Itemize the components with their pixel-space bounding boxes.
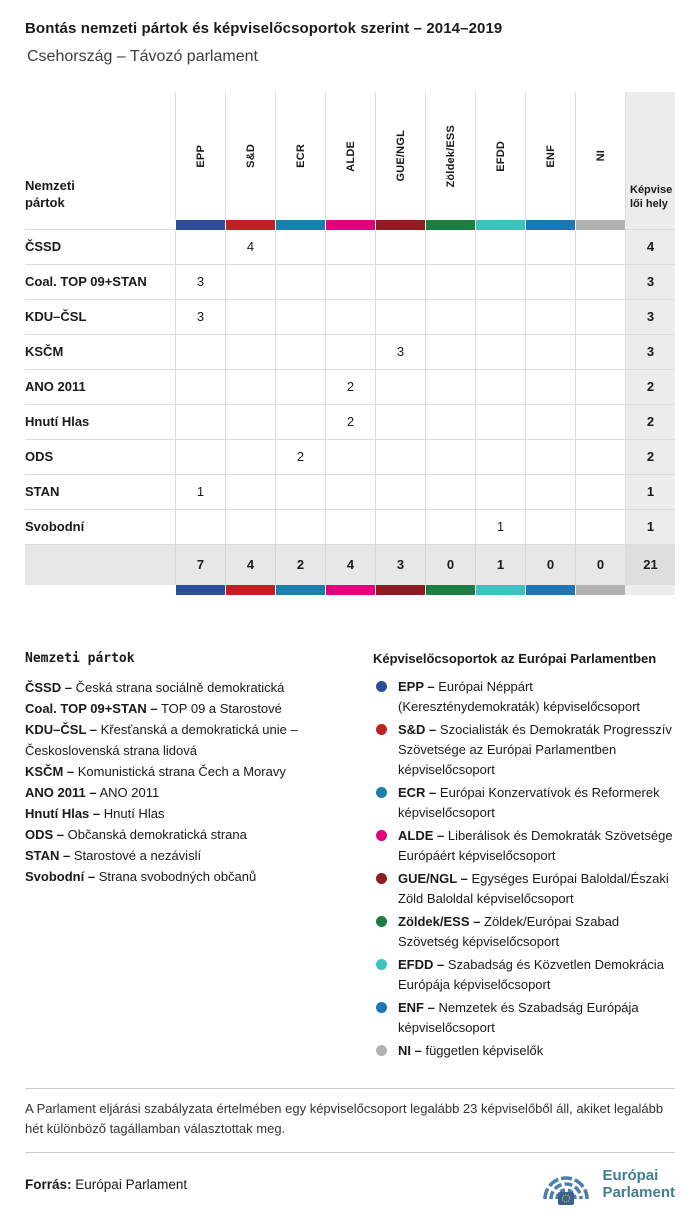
legend-group-text (398, 955, 675, 995)
legend-group-desc: Európai Néppárt (Kereszténydemokraták) képviselőcsoport (398, 679, 641, 714)
legend-group-desc: Egységes Európai Baloldal/Északi Zöld Baloldal képviselőcsoport (398, 871, 669, 906)
party-name: Coal. TOP 09+STAN (25, 265, 175, 300)
legend-group-text (398, 869, 675, 909)
group-column-header (275, 92, 325, 220)
seat-value-cell (425, 335, 475, 370)
row-total-cell: 1 (625, 510, 675, 545)
group-column-header (475, 92, 525, 220)
seat-value-cell (325, 265, 375, 300)
seat-value-cell (475, 405, 525, 440)
party-name: Hnutí Hlas (25, 405, 175, 440)
legend-party-item (25, 761, 363, 782)
table-row (25, 405, 675, 440)
seat-value-cell (375, 300, 425, 335)
seats-column-header (625, 92, 675, 220)
legend-group-abbr: NI – (398, 1043, 422, 1058)
legend-party-item (25, 719, 363, 761)
row-total-cell: 4 (625, 230, 675, 265)
seat-value-cell (325, 300, 375, 335)
column-total-cell: 1 (475, 545, 525, 585)
legend-group-text (398, 1041, 675, 1061)
eu-flag-icon (558, 1192, 574, 1205)
legend-party-item (25, 845, 363, 866)
legend-group-text (398, 783, 675, 823)
seat-value-cell (575, 510, 625, 545)
legend-party-item (25, 866, 363, 887)
seat-value-cell (275, 370, 325, 405)
row-total-cell: 1 (625, 475, 675, 510)
legend-group-abbr: S&D – (398, 722, 437, 737)
seat-value-cell (375, 510, 425, 545)
table-header-row (25, 92, 675, 220)
group-color-bar (275, 220, 325, 230)
seat-value-cell (375, 405, 425, 440)
legend-group-abbr: ENF – (398, 1000, 435, 1015)
seats-table (25, 92, 675, 595)
seat-value-cell (225, 370, 275, 405)
page-subtitle: Csehország – Távozó parlament (27, 48, 258, 65)
seat-value-cell (525, 230, 575, 265)
seat-value-cell (325, 335, 375, 370)
legend-group-text (398, 677, 675, 717)
legend-party-desc: Občanská demokratická strana (67, 827, 247, 842)
group-color-bar (325, 585, 375, 595)
seat-value-cell (225, 510, 275, 545)
group-column-header-label: ENF (544, 144, 557, 168)
legend-party-desc: Česká strana sociálně demokratická (75, 680, 285, 695)
bar-row-spacer (25, 220, 175, 230)
row-header-cell (25, 92, 175, 220)
group-color-dot (376, 873, 387, 884)
legend-group-item (373, 677, 675, 717)
footnote: A Parlament eljárási szabályzata értelmében egy képviselőcsoport legalább 23 képviselőből áll, akiket legalább hét különböző tagállamban választottak meg. (25, 1088, 675, 1153)
seat-value-cell (275, 510, 325, 545)
row-total-cell: 2 (625, 370, 675, 405)
seat-value-cell (275, 405, 325, 440)
table-body (25, 230, 675, 545)
seat-value-cell (325, 475, 375, 510)
bar-row-spacer (25, 585, 175, 595)
seat-value-cell (475, 335, 525, 370)
seat-value-cell (175, 370, 225, 405)
color-bar-row-bottom (25, 585, 675, 595)
legend-party-desc: Hnutí Hlas (103, 806, 165, 821)
party-name: ANO 2011 (25, 370, 175, 405)
ep-logo-text (602, 1167, 675, 1201)
legend-group-item (373, 1041, 675, 1061)
page-title: Bontás nemzeti pártok és képviselőcsoportok szerint – 2014–2019 (25, 20, 503, 37)
legend-group-item (373, 783, 675, 823)
group-color-bar (425, 220, 475, 230)
legend-groups-title: Képviselőcsoportok az Európai Parlamentben (373, 651, 657, 666)
seat-value-cell (475, 265, 525, 300)
seat-value-cell (175, 510, 225, 545)
seat-value-cell (225, 335, 275, 370)
row-total-cell: 3 (625, 335, 675, 370)
group-color-dot (376, 959, 387, 970)
seats-column-header-label: Képviselői hely (630, 184, 673, 210)
seat-value-cell (425, 405, 475, 440)
legend-group-text (398, 826, 675, 866)
seat-value-cell: 4 (225, 230, 275, 265)
group-column-header (325, 92, 375, 220)
group-color-dot (376, 1045, 387, 1056)
seat-value-cell (575, 440, 625, 475)
seat-value-cell (225, 265, 275, 300)
group-column-header (375, 92, 425, 220)
legend-party-abbr: KDU–ČSL – (25, 722, 98, 737)
column-total-cell: 0 (425, 545, 475, 585)
column-total-cell: 2 (275, 545, 325, 585)
legend-group-item (373, 955, 675, 995)
seat-value-cell (325, 440, 375, 475)
group-column-header (525, 92, 575, 220)
legend-group-abbr: GUE/NGL – (398, 871, 468, 886)
row-total-cell: 2 (625, 440, 675, 475)
legend-group-item (373, 912, 675, 952)
legend-parties-title: Nemzeti pártok (25, 651, 135, 666)
column-total-cell: 0 (575, 545, 625, 585)
seat-value-cell (525, 300, 575, 335)
group-color-bar (525, 585, 575, 595)
seat-value-cell (275, 230, 325, 265)
totals-row (25, 545, 675, 585)
seat-value-cell (325, 230, 375, 265)
legend-party-desc: Komunistická strana Čech a Moravy (77, 764, 286, 779)
legend-group-item (373, 720, 675, 780)
source-label: Forrás: (25, 1176, 72, 1192)
group-color-bar (525, 220, 575, 230)
seat-value-cell (375, 230, 425, 265)
seat-value-cell (575, 475, 625, 510)
seat-value-cell: 3 (175, 300, 225, 335)
source (25, 1177, 187, 1192)
group-color-bar (325, 220, 375, 230)
group-color-bar (175, 585, 225, 595)
seat-value-cell (575, 335, 625, 370)
row-total-cell: 3 (625, 265, 675, 300)
seat-value-cell (375, 265, 425, 300)
row-header-label: Nemzeti pártok (25, 178, 75, 210)
group-color-dot (376, 916, 387, 927)
legend-group-item (373, 869, 675, 909)
seat-value-cell (525, 265, 575, 300)
legend-group-desc: független képviselők (425, 1043, 544, 1058)
party-name: KDU–ČSL (25, 300, 175, 335)
group-column-header-label: ALDE (344, 140, 357, 172)
ep-hemicycle-icon (537, 1161, 595, 1207)
legend-party-desc: Starostové a nezávislí (73, 848, 202, 863)
source-value: Európai Parlament (75, 1176, 188, 1192)
group-color-dot (376, 681, 387, 692)
totals-spacer (25, 545, 175, 585)
legend-group-abbr: EPP – (398, 679, 435, 694)
group-color-dot (376, 830, 387, 841)
seat-value-cell: 2 (275, 440, 325, 475)
seat-value-cell (575, 265, 625, 300)
seat-value-cell: 2 (325, 370, 375, 405)
seat-value-cell (275, 475, 325, 510)
legend-group-desc: Európai Konzervatívok és Reformerek képviselőcsoport (398, 785, 660, 820)
legend-party-item (25, 782, 363, 803)
legend-group-desc: Nemzetek és Szabadság Európája képviselőcsoport (398, 1000, 639, 1035)
seat-value-cell (375, 440, 425, 475)
column-total-cell: 4 (225, 545, 275, 585)
seat-value-cell (275, 300, 325, 335)
table-row (25, 230, 675, 265)
legend-group-desc: Liberálisok és Demokraták Szövetsége Európáért képviselőcsoport (398, 828, 673, 863)
grand-total-cell: 21 (625, 545, 675, 585)
group-color-bar (575, 585, 625, 595)
seat-value-cell: 2 (325, 405, 375, 440)
group-color-dot (376, 1002, 387, 1013)
legend-groups (373, 651, 675, 1064)
legend-party-desc: ANO 2011 (99, 785, 160, 800)
table-row (25, 300, 675, 335)
column-total-cell: 0 (525, 545, 575, 585)
table-row (25, 335, 675, 370)
column-total-cell: 7 (175, 545, 225, 585)
seat-value-cell (525, 405, 575, 440)
seat-value-cell (575, 230, 625, 265)
legend-party-desc: TOP 09 a Starostové (160, 701, 282, 716)
row-total-cell: 3 (625, 300, 675, 335)
column-total-cell: 4 (325, 545, 375, 585)
seat-value-cell (575, 300, 625, 335)
seat-value-cell (525, 370, 575, 405)
legend-party-abbr: Hnutí Hlas – (25, 806, 101, 821)
column-total-cell: 3 (375, 545, 425, 585)
group-color-bar (375, 220, 425, 230)
legend-party-desc: Křesťanská a demokratická unie – Československá strana lidová (25, 722, 298, 758)
group-color-bar (425, 585, 475, 595)
legend-group-text (398, 720, 675, 780)
group-color-dot (376, 724, 387, 735)
ep-logo (537, 1161, 675, 1207)
seat-value-cell (475, 370, 525, 405)
seat-value-cell (475, 300, 525, 335)
seat-value-cell (425, 370, 475, 405)
legend-party-abbr: ČSSD – (25, 680, 72, 695)
ep-logo-text-line2: Parlament (602, 1184, 675, 1201)
legend-party-abbr: Svobodní – (25, 869, 96, 884)
seat-value-cell (575, 370, 625, 405)
seat-value-cell (325, 510, 375, 545)
seat-value-cell (375, 370, 425, 405)
group-color-bar (225, 220, 275, 230)
party-name: Svobodní (25, 510, 175, 545)
legend-party-abbr: STAN – (25, 848, 71, 863)
group-column-header-label: EFDD (494, 140, 507, 172)
seat-value-cell: 3 (375, 335, 425, 370)
legend-party-item (25, 698, 363, 719)
seat-value-cell (425, 440, 475, 475)
group-color-dot (376, 787, 387, 798)
table-row (25, 510, 675, 545)
seat-value-cell: 1 (475, 510, 525, 545)
seat-value-cell (175, 335, 225, 370)
group-column-header (425, 92, 475, 220)
seat-value-cell (525, 440, 575, 475)
legend-group-abbr: Zöldek/ESS – (398, 914, 481, 929)
seat-value-cell (225, 440, 275, 475)
seat-value-cell (475, 475, 525, 510)
seat-value-cell (375, 475, 425, 510)
group-color-bar (475, 220, 525, 230)
legend-party-abbr: ODS – (25, 827, 65, 842)
seats-bar-spacer (625, 220, 675, 230)
legend-groups-list (373, 677, 675, 1061)
group-column-header-label: GUE/NGL (394, 130, 407, 182)
seat-value-cell (525, 335, 575, 370)
party-name: ODS (25, 440, 175, 475)
legend-group-desc: Zöldek/Európai Szabad Szövetség képviselőcsoport (398, 914, 620, 949)
ep-logo-text-line1: Európai (602, 1167, 659, 1184)
row-total-cell: 2 (625, 405, 675, 440)
table-row (25, 440, 675, 475)
seat-value-cell: 3 (175, 265, 225, 300)
seats-bar-spacer (625, 585, 675, 595)
legend-group-abbr: EFDD – (398, 957, 445, 972)
legend-party-desc: Strana svobodných občanů (98, 869, 257, 884)
legend-party-item (25, 677, 363, 698)
legend-group-item (373, 998, 675, 1038)
seat-value-cell (275, 335, 325, 370)
legend-group-text (398, 998, 675, 1038)
seat-value-cell (425, 230, 475, 265)
seat-value-cell (225, 475, 275, 510)
group-color-bar (225, 585, 275, 595)
group-color-bar (175, 220, 225, 230)
seat-value-cell (425, 300, 475, 335)
legend-parties (25, 651, 363, 1064)
seat-value-cell (425, 475, 475, 510)
seat-value-cell (225, 405, 275, 440)
group-column-header-label: Zöldek/ESS (444, 124, 457, 188)
seat-value-cell (175, 230, 225, 265)
group-column-header-label: EPP (194, 144, 207, 168)
legend-party-item (25, 824, 363, 845)
table-row (25, 265, 675, 300)
legend-group-abbr: ECR – (398, 785, 437, 800)
group-color-bar (575, 220, 625, 230)
seat-value-cell (525, 510, 575, 545)
seat-value-cell (575, 405, 625, 440)
party-name: ČSSD (25, 230, 175, 265)
group-column-header-label: NI (594, 150, 607, 162)
legend-group-desc: Szabadság és Közvetlen Demokrácia Európája képviselőcsoport (398, 957, 664, 992)
footer (25, 1161, 675, 1207)
seat-value-cell (475, 440, 525, 475)
party-name: STAN (25, 475, 175, 510)
seat-value-cell (525, 475, 575, 510)
color-bar-row-top (25, 220, 675, 230)
group-column-header-label: S&D (244, 144, 257, 168)
legend-group-desc: Szocialisták és Demokraták Progresszív Szövetsége az Európai Parlamentben képviselőcsoport (398, 722, 672, 777)
seat-value-cell (225, 300, 275, 335)
seat-value-cell: 1 (175, 475, 225, 510)
group-column-header-label: ECR (294, 144, 307, 168)
legend-party-abbr: Coal. TOP 09+STAN – (25, 701, 158, 716)
seat-value-cell (425, 265, 475, 300)
group-column-header (175, 92, 225, 220)
legend-party-abbr: KSČM – (25, 764, 75, 779)
seat-value-cell (475, 230, 525, 265)
group-column-header (225, 92, 275, 220)
seat-value-cell (425, 510, 475, 545)
legend-parties-list (25, 677, 363, 887)
seat-value-cell (275, 265, 325, 300)
table-row (25, 370, 675, 405)
legend-group-item (373, 826, 675, 866)
legend-party-item (25, 803, 363, 824)
legend-group-text (398, 912, 675, 952)
legend-party-abbr: ANO 2011 – (25, 785, 97, 800)
party-name: KSČM (25, 335, 175, 370)
legend (25, 651, 675, 1064)
seat-value-cell (175, 440, 225, 475)
group-color-bar (275, 585, 325, 595)
legend-group-abbr: ALDE – (398, 828, 445, 843)
group-column-header (575, 92, 625, 220)
group-color-bar (475, 585, 525, 595)
seat-value-cell (175, 405, 225, 440)
group-color-bar (375, 585, 425, 595)
table-row (25, 475, 675, 510)
